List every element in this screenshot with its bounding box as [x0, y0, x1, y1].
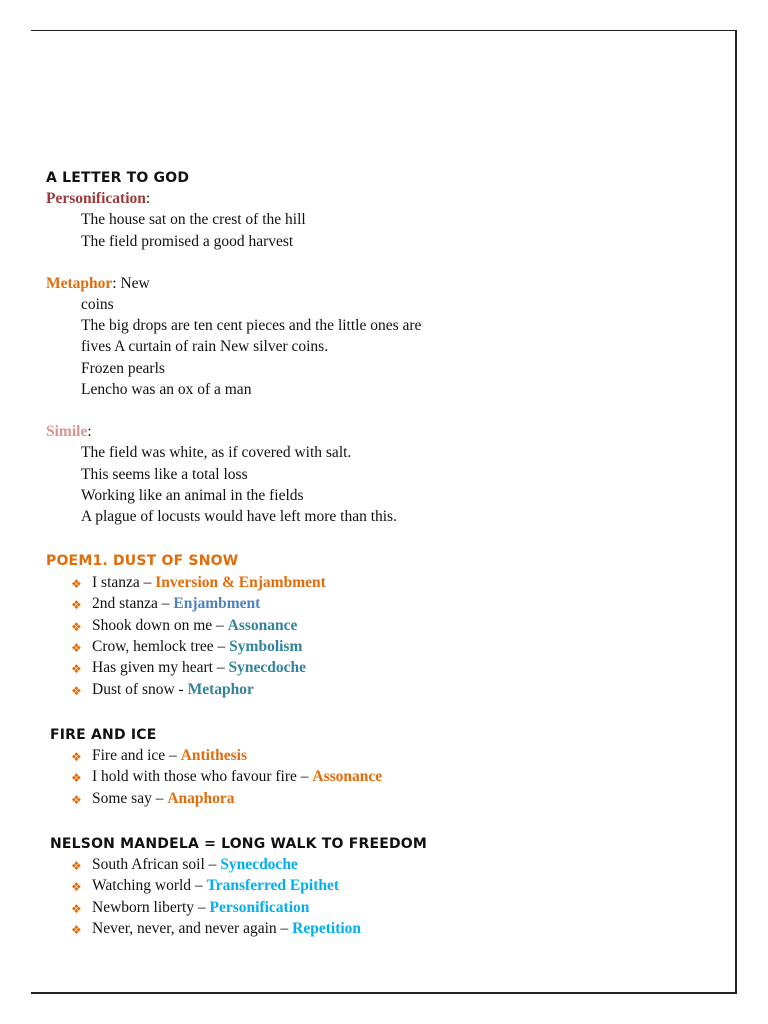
simile-label-line	[46, 423, 92, 441]
simile-sep: :	[87, 423, 92, 440]
list-item-text: Crow, hemlock tree –	[92, 637, 230, 655]
list-item	[92, 638, 302, 656]
simile-line: Working like an animal in the fields	[81, 487, 304, 504]
list-item-text: Has given my heart –	[92, 659, 229, 677]
heading-nelson-mandela: NELSON MANDELA = LONG WALK TO FREEDOM	[50, 836, 428, 852]
list-item-term: Antithesis	[180, 747, 247, 764]
list-item-text: Never, never, and never again –	[92, 919, 293, 937]
list-item	[92, 681, 254, 699]
list-item-text: Watching world –	[92, 877, 207, 895]
list-item-term: Assonance	[227, 616, 298, 634]
list-item-term: Synecdoche	[220, 856, 298, 873]
simile-line: A plague of locusts would have left more than this.	[81, 508, 397, 525]
metaphor-line: Frozen pearls	[81, 360, 165, 377]
metaphor-line: coins	[81, 296, 114, 313]
list-item-text: Newborn liberty –	[92, 898, 210, 916]
bullet-icon: ❖	[71, 792, 82, 807]
bullet-icon: ❖	[71, 662, 82, 677]
list-item	[92, 595, 260, 613]
metaphor-line: Lencho was an ox of a man	[81, 381, 252, 398]
bullet-icon: ❖	[71, 577, 82, 591]
list-item-text: Dust of snow -	[92, 680, 188, 698]
list-item	[92, 920, 361, 938]
list-item-term: Inversion & Enjambment	[155, 574, 326, 591]
bullet-icon: ❖	[71, 880, 82, 895]
list-item-term: Personification	[209, 898, 310, 916]
list-item-text: 2nd stanza –	[92, 595, 174, 613]
bullet-icon: ❖	[71, 640, 82, 655]
list-item	[92, 768, 382, 786]
list-item	[92, 856, 298, 874]
bullet-icon: ❖	[71, 859, 82, 873]
list-item	[92, 877, 339, 895]
simile-line: The field was white, as if covered with salt.	[81, 444, 352, 461]
bullet-icon: ❖	[71, 922, 82, 937]
bullet-icon: ❖	[71, 598, 82, 613]
list-item	[92, 790, 235, 808]
personification-line: The house sat on the crest of the hill	[81, 211, 306, 228]
list-item	[92, 617, 297, 635]
list-item-text: Some say –	[92, 789, 168, 807]
list-item-term: Anaphora	[167, 789, 235, 807]
simile-line: This seems like a total loss	[81, 466, 248, 483]
list-item-term: Synecdoche	[228, 659, 306, 677]
bullet-icon: ❖	[71, 771, 82, 786]
heading-letter-to-god: A LETTER TO GOD	[46, 170, 190, 186]
list-item-term: Metaphor	[187, 680, 254, 698]
list-item-text: South African soil –	[92, 856, 221, 873]
list-item-text: Shook down on me –	[92, 616, 228, 634]
list-item	[92, 747, 247, 765]
list-item	[92, 899, 309, 917]
list-item-text: Fire and ice –	[92, 747, 181, 764]
personification-sep: :	[145, 190, 151, 207]
bullet-icon: ❖	[71, 683, 82, 698]
list-item-term: Transferred Epithet	[206, 877, 340, 895]
heading-poem1-dust-of-snow: POEM1. DUST OF SNOW	[46, 553, 239, 569]
list-item-text: I stanza –	[92, 574, 156, 591]
bullet-icon: ❖	[71, 619, 82, 634]
bullet-icon: ❖	[71, 750, 82, 764]
metaphor-line: The big drops are ten cent pieces and the little ones are	[81, 317, 422, 334]
metaphor-label: Metaphor	[46, 275, 113, 292]
personification-line: The field promised a good harvest	[81, 233, 294, 250]
metaphor-rest: : New	[112, 275, 150, 292]
bullet-icon: ❖	[71, 901, 82, 916]
list-item-term: Repetition	[292, 919, 362, 937]
list-item-text: I hold with those who favour fire –	[92, 768, 313, 786]
heading-fire-and-ice: FIRE AND ICE	[50, 727, 157, 743]
list-item-term: Enjambment	[173, 595, 261, 613]
personification-label: Personification	[46, 190, 146, 207]
personification-label-line	[46, 190, 150, 208]
metaphor-label-line	[46, 275, 150, 293]
list-item-term: Assonance	[312, 768, 383, 786]
metaphor-line: fives A curtain of rain New silver coins.	[81, 338, 329, 355]
list-item	[92, 574, 326, 592]
list-item-term: Symbolism	[229, 637, 303, 655]
simile-label: Simile	[46, 423, 88, 440]
list-item	[92, 659, 306, 677]
